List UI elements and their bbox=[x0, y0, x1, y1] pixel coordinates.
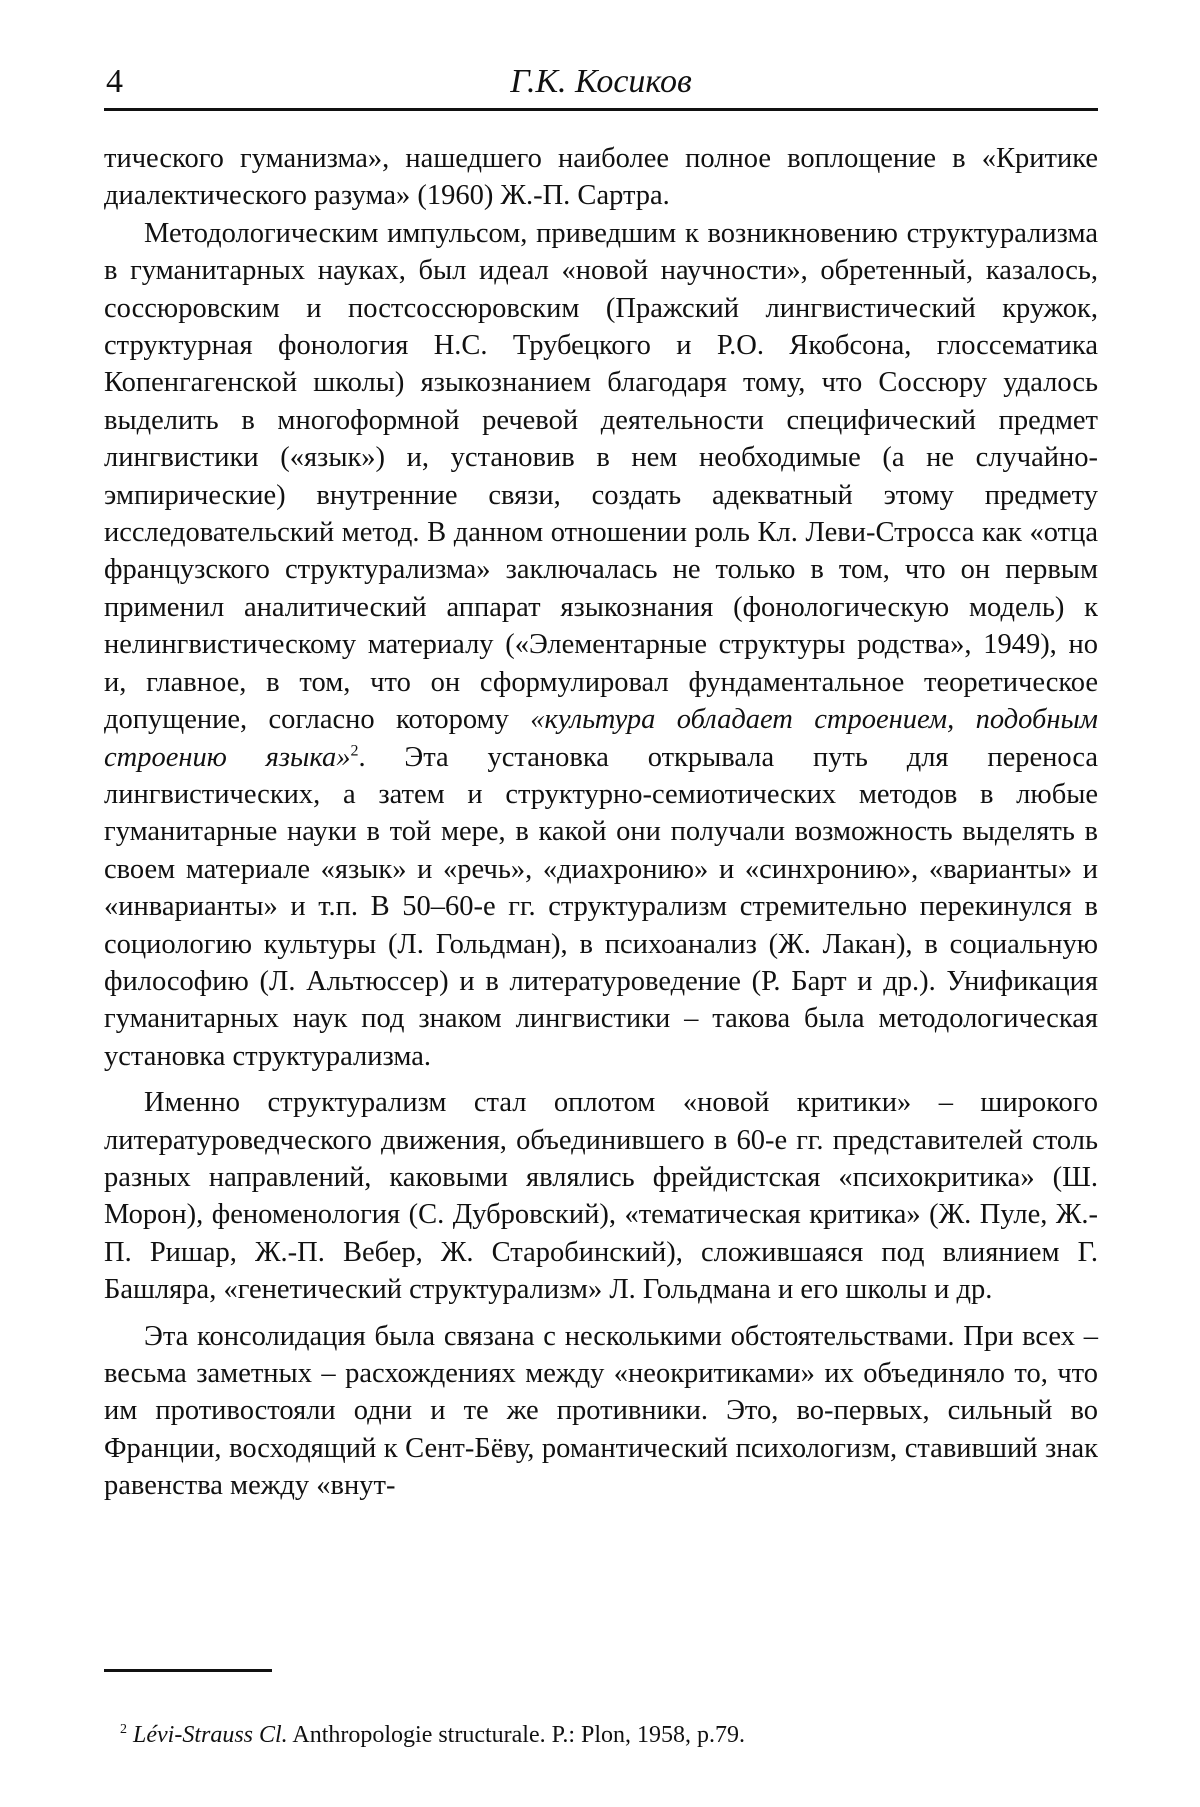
footnote-rule bbox=[104, 1669, 272, 1672]
footnote-mark: 2 bbox=[120, 1722, 127, 1737]
paragraph-2-text-start: Методологическим импульсом, приведшим к возникновению структурализма в гуманитарных науках, был идеал «новой научности», обретенный, казалось, соссюровским и постсоссюровским (Пражский лингвистический кружок, структурная фонология Н.С. Трубецкого и Р.О. Якобсона, глоссематика Копенгагенской школы) языкознанием благодаря тому, что Соссюру удалось выделить в многоформной речевой деятельности специфический предмет лингвистики («язык») и, установив в нем необходимые (а не случайно-эмпирические) внутренние связи, создать адекватный этому предмету исследовательский метод. В данном отношении роль Кл. Леви-Стросса как «отца французского структурализма» заключалась не только в том, что он первым применил аналитический аппарат языкознания (фонологическую модель) к нелингвистическому материалу («Элементарные структуры родства», 1949), но и, главное, в том, что он сформулировал фундаментальное теоретическое допущение, согласно которому bbox=[104, 217, 1098, 736]
paragraph-4: Эта консолидация была связана с несколькими обстоятельствами. При всех – весьма заметных – расхождениях между «неокритиками» их объединяло то, что им противостояли одни и те же противники. Это, во-первых, сильный во Франции, восходящий к Сент-Бёву, романтический психологизм, ставивший знак равенства между «внут- bbox=[104, 1320, 1098, 1502]
paragraph-2-text-end: . Эта установка открывала путь для переноса лингвистических, а затем и структурно-семиотических методов в любые гуманитарные науки в той мере, в какой они получали возможность выделять в своем материале «язык» и «речь», «диахронию» и «синхронию», «варианты» и «инварианты» и т.п. В 50–60-е гг. структурализм стремительно перекинулся в социологию культуры (Л. Гольдман), в психоанализ (Ж. Лакан), в социальную философию (Л. Альтюссер) и в литературоведение (Р. Барт и др.). Унификация гуманитарных наук под знаком лингвистики – такова была методологическая установка структурализма. bbox=[104, 741, 1099, 1072]
italic-quote: «культура обладает строением, подобным строению языка» bbox=[104, 704, 1098, 773]
paragraph-3: Именно структурализм стал оплотом «новой критики» – широкого литературоведческого движения, объединившего в 60-е гг. представителей столь разных направлений, каковыми являлись фрейдистская «психокритика» (Ш. Морон), феноменология (С. Дубровский), «тематическая критика» (Ж. Пуле, Ж.-П. Ришар, Ж.-П. Вебер, Ж. Старобинский), сложившаяся под влиянием Г. Башляра, «генетический структурализм» Л. Гольдмана и его школы и др. bbox=[104, 1087, 1098, 1306]
paragraph-1: тического гуманизма», нашедшего наиболее полное воплощение в «Критике диалектического разума» (1960) Ж.-П. Сартра. bbox=[104, 143, 1098, 212]
footnote-text: Anthropologie structurale. P.: Plon, 1958, p.79. bbox=[287, 1722, 745, 1748]
running-title: Г.К. Косиков bbox=[510, 63, 692, 100]
main-text bbox=[104, 140, 1098, 1505]
running-head bbox=[106, 60, 1096, 108]
paragraph-2 bbox=[104, 215, 1098, 1075]
footnote bbox=[120, 1720, 1100, 1750]
footnote-author: Lévi-Strauss Cl. bbox=[133, 1722, 288, 1748]
footnote-reference: 2 bbox=[350, 742, 359, 759]
page-number: 4 bbox=[106, 63, 123, 100]
header-rule bbox=[104, 108, 1098, 111]
